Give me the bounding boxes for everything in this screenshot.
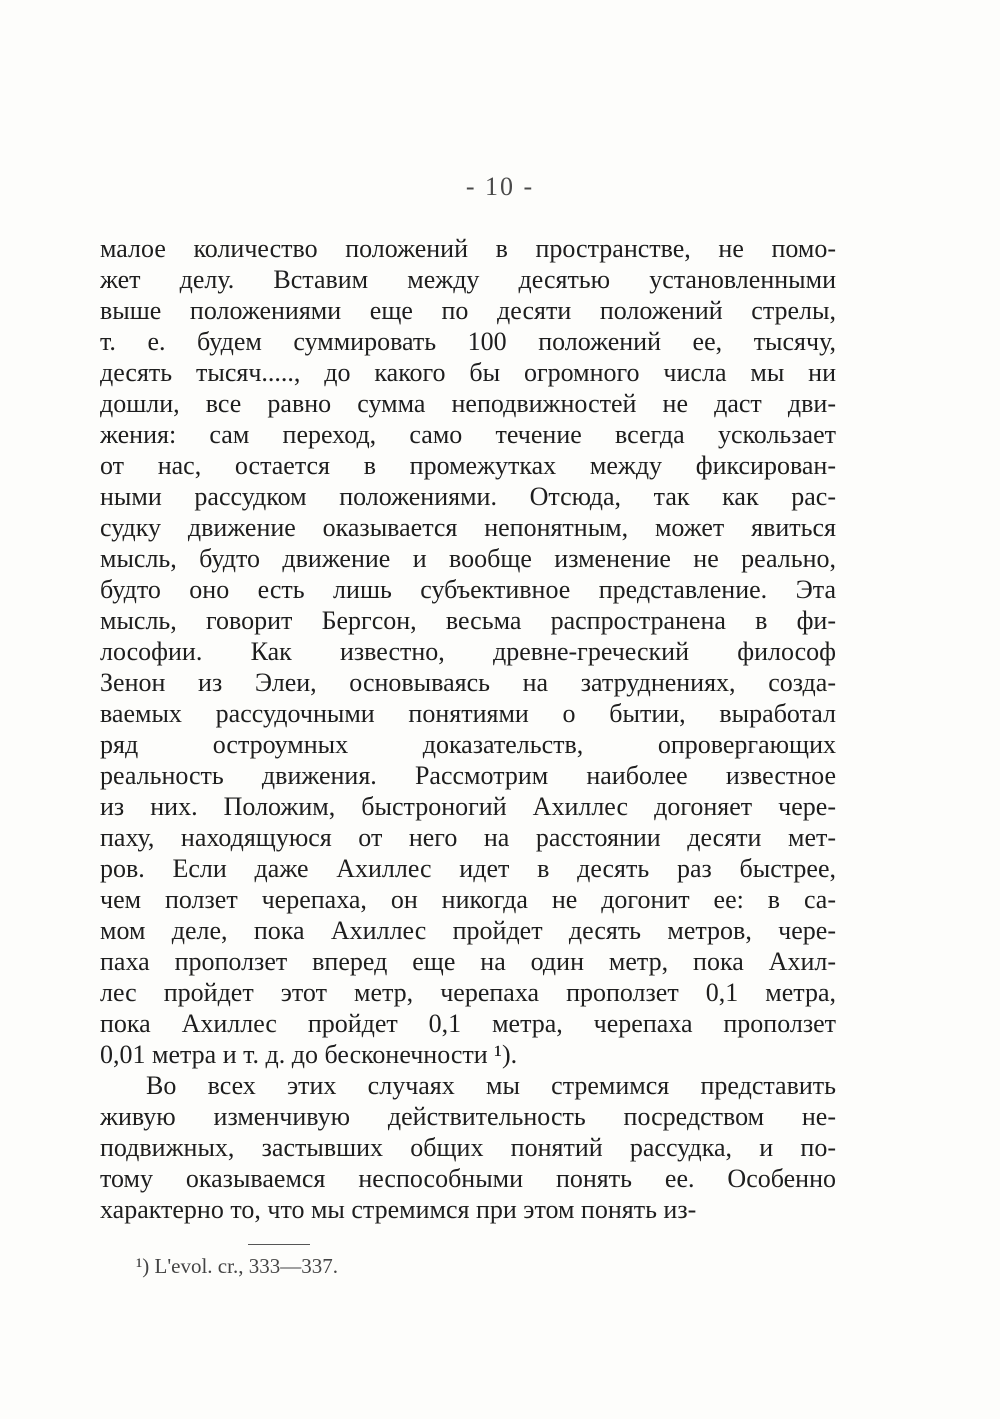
text-line: мысль, будто движение и вообще изменение не реально, — [100, 544, 836, 573]
text-line: будто оно есть лишь субъективное представление. Эта — [100, 575, 836, 604]
text-line: от нас, остается в промежутках между фиксирован- — [100, 451, 836, 480]
text-line: ваемых рассудочными понятиями о бытии, выработал — [100, 699, 836, 728]
text-line: реальность движения. Рассмотрим наиболее известное — [100, 761, 836, 790]
footnote-rule — [248, 1244, 310, 1245]
text-line: мом деле, пока Ахиллес пройдет десять метров, чере- — [100, 916, 836, 945]
body-text — [100, 233, 836, 1225]
page-number: - 10 - — [465, 172, 535, 201]
text-line: тому оказываемся неспособными понять ее. Особенно — [100, 1164, 836, 1193]
text-line: т. е. будем суммировать 100 положений ее, тысячу, — [100, 327, 836, 356]
text-line: лес пройдет этот метр, черепаха проползет 0,1 метра, — [100, 978, 836, 1007]
text-line: выше положениями еще по десяти положений стрелы, — [100, 296, 836, 325]
text-line: жения: сам переход, само течение всегда ускользает — [100, 420, 836, 449]
footnote: ¹) L'evol. cr., 333—337. — [136, 1254, 338, 1278]
text-line: лософии. Как известно, древне-греческий философ — [100, 637, 836, 666]
text-line: живую изменчивую действительность посредством не- — [100, 1102, 836, 1131]
text-line: подвижных, застывших общих понятий рассудка, и по- — [100, 1133, 836, 1162]
text-line: Во всех этих случаях мы стремимся представить — [146, 1071, 836, 1100]
text-line: пока Ахиллес пройдет 0,1 метра, черепаха проползет — [100, 1009, 836, 1038]
text-line: характерно то, что мы стремимся при этом понять из- — [100, 1195, 697, 1224]
text-line: дошли, все равно сумма неподвижностей не даст дви- — [100, 389, 836, 418]
text-line: ными рассудком положениями. Отсюда, так как рас- — [100, 482, 836, 511]
text-line: ров. Если даже Ахиллес идет в десять раз быстрее, — [100, 854, 836, 883]
text-line: судку движение оказывается непонятным, может явиться — [100, 513, 836, 542]
text-line: мысль, говорит Бергсон, весьма распространена в фи- — [100, 606, 836, 635]
text-line: жет делу. Вставим между десятью установленными — [100, 265, 836, 294]
text-line: 0,01 метра и т. д. до бесконечности ¹). — [100, 1040, 518, 1069]
text-line: Зенон из Элеи, основываясь на затруднениях, созда- — [100, 668, 836, 697]
text-line: десять тысяч....., до какого бы огромного числа мы ни — [100, 358, 836, 387]
text-line: ряд остроумных доказательств, опровергающих — [100, 730, 836, 759]
text-line: малое количество положений в пространстве, не помо- — [100, 234, 836, 263]
text-line: чем ползет черепаха, он никогда не догонит ее: в са- — [100, 885, 836, 914]
text-line: паху, находящуюся от него на расстоянии десяти мет- — [100, 823, 836, 852]
text-line: из них. Положим, быстроногий Ахиллес догоняет чере- — [100, 792, 836, 821]
text-line: паха проползет вперед еще на один метр, пока Ахил- — [100, 947, 836, 976]
